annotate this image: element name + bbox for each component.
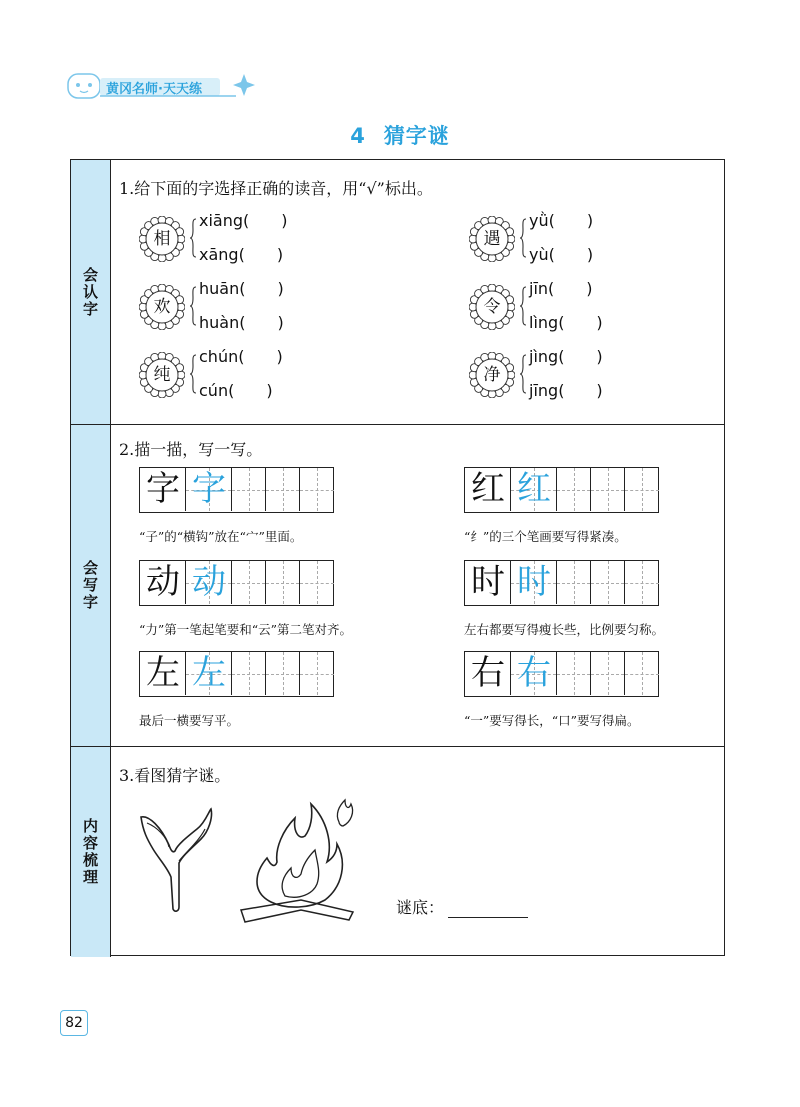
pinyin-option[interactable]: huān( ) bbox=[199, 279, 284, 298]
pinyin-option[interactable]: huàn( ) bbox=[199, 313, 284, 332]
pinyin-option[interactable]: xiāng( ) bbox=[199, 211, 288, 230]
model-character: 左 bbox=[146, 653, 180, 693]
q1-prompt: 1.给下面的字选择正确的读音，用“√”标出。 bbox=[119, 179, 433, 198]
model-character: 字 bbox=[146, 469, 180, 509]
practice-cell[interactable] bbox=[266, 468, 300, 511]
section-recognize bbox=[71, 160, 724, 425]
reading-character: 相 bbox=[153, 229, 171, 249]
practice-cell[interactable] bbox=[557, 468, 591, 511]
writing-hint: “力”第一笔起笔要和“云”第二笔对齐。 bbox=[139, 622, 353, 637]
trace-character: 字 bbox=[192, 469, 226, 509]
pinyin-option[interactable]: jìng( ) bbox=[529, 347, 603, 366]
page-number: 82 bbox=[60, 1010, 88, 1036]
practice-cell[interactable] bbox=[591, 652, 625, 695]
model-character: 右 bbox=[471, 653, 505, 693]
writing-grid bbox=[139, 560, 334, 606]
practice-cell[interactable] bbox=[266, 652, 300, 695]
trace-character: 动 bbox=[192, 562, 226, 602]
writing-grid bbox=[139, 467, 334, 513]
pinyin-option[interactable]: yù( ) bbox=[529, 245, 594, 264]
writing-grid bbox=[464, 560, 659, 606]
model-cell bbox=[140, 561, 186, 604]
practice-cell[interactable] bbox=[266, 561, 300, 604]
practice-cell[interactable] bbox=[232, 468, 266, 511]
riddle-answer bbox=[396, 895, 528, 918]
trace-character: 左 bbox=[192, 653, 226, 693]
section-summary bbox=[71, 747, 724, 957]
model-character: 时 bbox=[471, 562, 505, 602]
character-badge bbox=[139, 352, 185, 398]
reading-character: 遇 bbox=[483, 229, 501, 249]
brace-icon bbox=[189, 218, 197, 258]
trace-cell bbox=[186, 468, 232, 511]
pinyin-option[interactable]: chún( ) bbox=[199, 347, 283, 366]
reading-character: 令 bbox=[483, 297, 501, 317]
header-logo bbox=[66, 68, 266, 102]
answer-label: 谜底： bbox=[396, 898, 445, 917]
trace-cell bbox=[511, 468, 557, 511]
practice-cell[interactable] bbox=[300, 561, 334, 604]
trace-cell bbox=[511, 561, 557, 604]
writing-hint: 左右都要写得瘦长些，比例要匀称。 bbox=[464, 622, 665, 637]
practice-cell[interactable] bbox=[625, 652, 659, 695]
brace-icon bbox=[519, 286, 527, 326]
writing-hint: “子”的“横钩”放在“宀”里面。 bbox=[139, 529, 303, 544]
trace-character: 红 bbox=[517, 469, 551, 509]
pinyin-option[interactable]: cún( ) bbox=[199, 381, 273, 400]
brace-icon bbox=[519, 354, 527, 394]
section-write bbox=[71, 425, 724, 747]
q3-prompt: 3.看图猜字谜。 bbox=[119, 766, 231, 785]
brace-icon bbox=[189, 354, 197, 394]
practice-cell[interactable] bbox=[625, 468, 659, 511]
character-badge bbox=[139, 216, 185, 262]
practice-cell[interactable] bbox=[232, 652, 266, 695]
character-badge bbox=[469, 216, 515, 262]
pinyin-option[interactable]: jīng( ) bbox=[529, 381, 603, 400]
practice-cell[interactable] bbox=[300, 468, 334, 511]
model-cell bbox=[465, 468, 511, 511]
character-badge bbox=[469, 284, 515, 330]
practice-cell[interactable] bbox=[557, 652, 591, 695]
sprout-picture bbox=[139, 807, 219, 917]
lesson-number: 4 bbox=[350, 124, 366, 148]
practice-cell[interactable] bbox=[232, 561, 266, 604]
writing-hint: “纟”的三个笔画要写得紧凑。 bbox=[464, 529, 627, 544]
practice-cell[interactable] bbox=[557, 561, 591, 604]
writing-grid bbox=[464, 651, 659, 697]
trace-cell bbox=[186, 652, 232, 695]
model-cell bbox=[465, 652, 511, 695]
trace-character: 右 bbox=[517, 653, 551, 693]
model-character: 动 bbox=[146, 562, 180, 602]
pinyin-option[interactable]: xāng( ) bbox=[199, 245, 284, 264]
page-title bbox=[0, 120, 800, 150]
pinyin-option[interactable]: yǜ( ) bbox=[529, 211, 594, 230]
lesson-title: 猜字谜 bbox=[383, 124, 450, 148]
model-cell bbox=[140, 468, 186, 511]
section-label: 会认字 bbox=[71, 160, 111, 424]
character-badge bbox=[469, 352, 515, 398]
pinyin-option[interactable]: lìng( ) bbox=[529, 313, 603, 332]
section-label: 内容梳理 bbox=[71, 747, 111, 957]
reading-character: 净 bbox=[483, 365, 501, 385]
practice-cell[interactable] bbox=[591, 561, 625, 604]
trace-cell bbox=[186, 561, 232, 604]
worksheet-frame bbox=[70, 159, 725, 956]
writing-grid bbox=[464, 467, 659, 513]
character-badge bbox=[139, 284, 185, 330]
fire-picture bbox=[231, 792, 361, 932]
model-cell bbox=[140, 652, 186, 695]
practice-cell[interactable] bbox=[591, 468, 625, 511]
writing-hint: 最后一横要写平。 bbox=[139, 713, 240, 728]
reading-character: 欢 bbox=[153, 297, 171, 317]
trace-character: 时 bbox=[517, 562, 551, 602]
section-label: 会写字 bbox=[71, 425, 111, 746]
model-character: 红 bbox=[471, 469, 505, 509]
brace-icon bbox=[519, 218, 527, 258]
practice-cell[interactable] bbox=[300, 652, 334, 695]
practice-cell[interactable] bbox=[625, 561, 659, 604]
brace-icon bbox=[189, 286, 197, 326]
q2-prompt: 2.描一描，写一写。 bbox=[119, 440, 263, 459]
reading-character: 纯 bbox=[153, 365, 171, 385]
writing-grid bbox=[139, 651, 334, 697]
brand-text: 黄冈名师·天天练 bbox=[106, 82, 202, 97]
writing-hint: “一”要写得长，“口”要写得扁。 bbox=[464, 713, 640, 728]
pinyin-option[interactable]: jīn( ) bbox=[529, 279, 593, 298]
answer-blank[interactable] bbox=[448, 901, 528, 918]
model-cell bbox=[465, 561, 511, 604]
trace-cell bbox=[511, 652, 557, 695]
